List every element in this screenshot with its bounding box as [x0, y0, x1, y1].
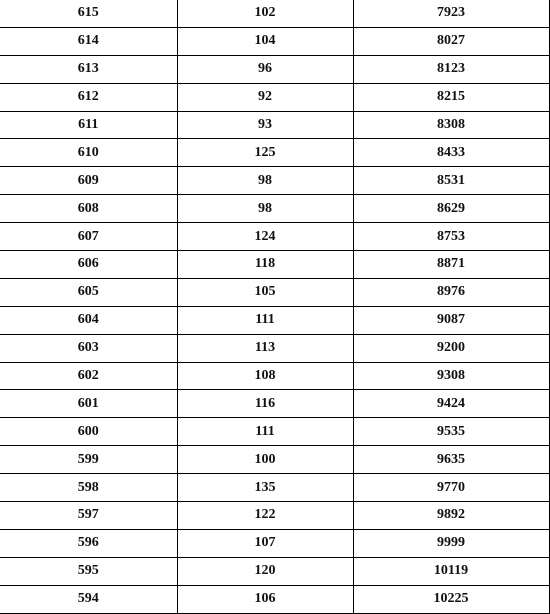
table-row: [0, 111, 549, 139]
score-cell: 614: [0, 27, 177, 55]
count-cell: 93: [177, 111, 353, 139]
table-row: [0, 390, 549, 418]
cumulative-cell: 8976: [353, 278, 549, 306]
count-cell: 107: [177, 529, 353, 557]
table-row: [0, 167, 549, 195]
count-cell: 111: [177, 306, 353, 334]
count-cell: 98: [177, 167, 353, 195]
score-cell: 608: [0, 195, 177, 223]
table-row: [0, 223, 549, 251]
cumulative-cell: 9999: [353, 529, 549, 557]
cumulative-cell: 7923: [353, 0, 549, 27]
score-cell: 606: [0, 251, 177, 279]
count-cell: 120: [177, 557, 353, 585]
score-cell: 604: [0, 306, 177, 334]
score-cell: 600: [0, 418, 177, 446]
count-cell: 124: [177, 223, 353, 251]
cumulative-cell: 9770: [353, 474, 549, 502]
count-cell: 113: [177, 334, 353, 362]
score-cell: 612: [0, 83, 177, 111]
table-row: [0, 278, 549, 306]
table-row: [0, 502, 549, 530]
score-cell: 605: [0, 278, 177, 306]
table-row: [0, 557, 549, 585]
cumulative-cell: 9635: [353, 446, 549, 474]
table-row: [0, 139, 549, 167]
cumulative-cell: 10225: [353, 585, 549, 613]
cumulative-cell: 8433: [353, 139, 549, 167]
table-row: [0, 585, 549, 613]
score-cell: 595: [0, 557, 177, 585]
score-cell: 597: [0, 502, 177, 530]
score-cell: 594: [0, 585, 177, 613]
cumulative-cell: 8123: [353, 55, 549, 83]
count-cell: 105: [177, 278, 353, 306]
cumulative-cell: 9424: [353, 390, 549, 418]
table-row: [0, 474, 549, 502]
score-cell: 613: [0, 55, 177, 83]
score-cell: 610: [0, 139, 177, 167]
table-row: [0, 55, 549, 83]
cumulative-cell: 8753: [353, 223, 549, 251]
table-row: [0, 195, 549, 223]
table-row: [0, 0, 549, 27]
cumulative-cell: 9892: [353, 502, 549, 530]
table-row: [0, 446, 549, 474]
count-cell: 96: [177, 55, 353, 83]
score-cell: 609: [0, 167, 177, 195]
score-cell: 607: [0, 223, 177, 251]
table-row: [0, 83, 549, 111]
count-cell: 100: [177, 446, 353, 474]
score-cell: 615: [0, 0, 177, 27]
cumulative-cell: 8027: [353, 27, 549, 55]
table-row: [0, 334, 549, 362]
score-cell: 603: [0, 334, 177, 362]
score-cell: 599: [0, 446, 177, 474]
count-cell: 104: [177, 27, 353, 55]
table-row: [0, 306, 549, 334]
count-cell: 92: [177, 83, 353, 111]
score-cell: 601: [0, 390, 177, 418]
count-cell: 111: [177, 418, 353, 446]
count-cell: 125: [177, 139, 353, 167]
score-cell: 596: [0, 529, 177, 557]
count-cell: 108: [177, 362, 353, 390]
count-cell: 122: [177, 502, 353, 530]
count-cell: 116: [177, 390, 353, 418]
cumulative-cell: 8629: [353, 195, 549, 223]
cumulative-cell: 10119: [353, 557, 549, 585]
count-cell: 106: [177, 585, 353, 613]
score-cell: 611: [0, 111, 177, 139]
cumulative-cell: 8531: [353, 167, 549, 195]
count-cell: 102: [177, 0, 353, 27]
score-cell: 598: [0, 474, 177, 502]
cumulative-cell: 9308: [353, 362, 549, 390]
table-row: [0, 418, 549, 446]
cumulative-cell: 9535: [353, 418, 549, 446]
table-row: [0, 251, 549, 279]
count-cell: 98: [177, 195, 353, 223]
table-row: [0, 27, 549, 55]
table-row: [0, 362, 549, 390]
table-row: [0, 529, 549, 557]
count-cell: 135: [177, 474, 353, 502]
cumulative-cell: 9087: [353, 306, 549, 334]
count-cell: 118: [177, 251, 353, 279]
cumulative-cell: 8215: [353, 83, 549, 111]
cumulative-cell: 8308: [353, 111, 549, 139]
cumulative-cell: 8871: [353, 251, 549, 279]
score-cell: 602: [0, 362, 177, 390]
cumulative-cell: 9200: [353, 334, 549, 362]
